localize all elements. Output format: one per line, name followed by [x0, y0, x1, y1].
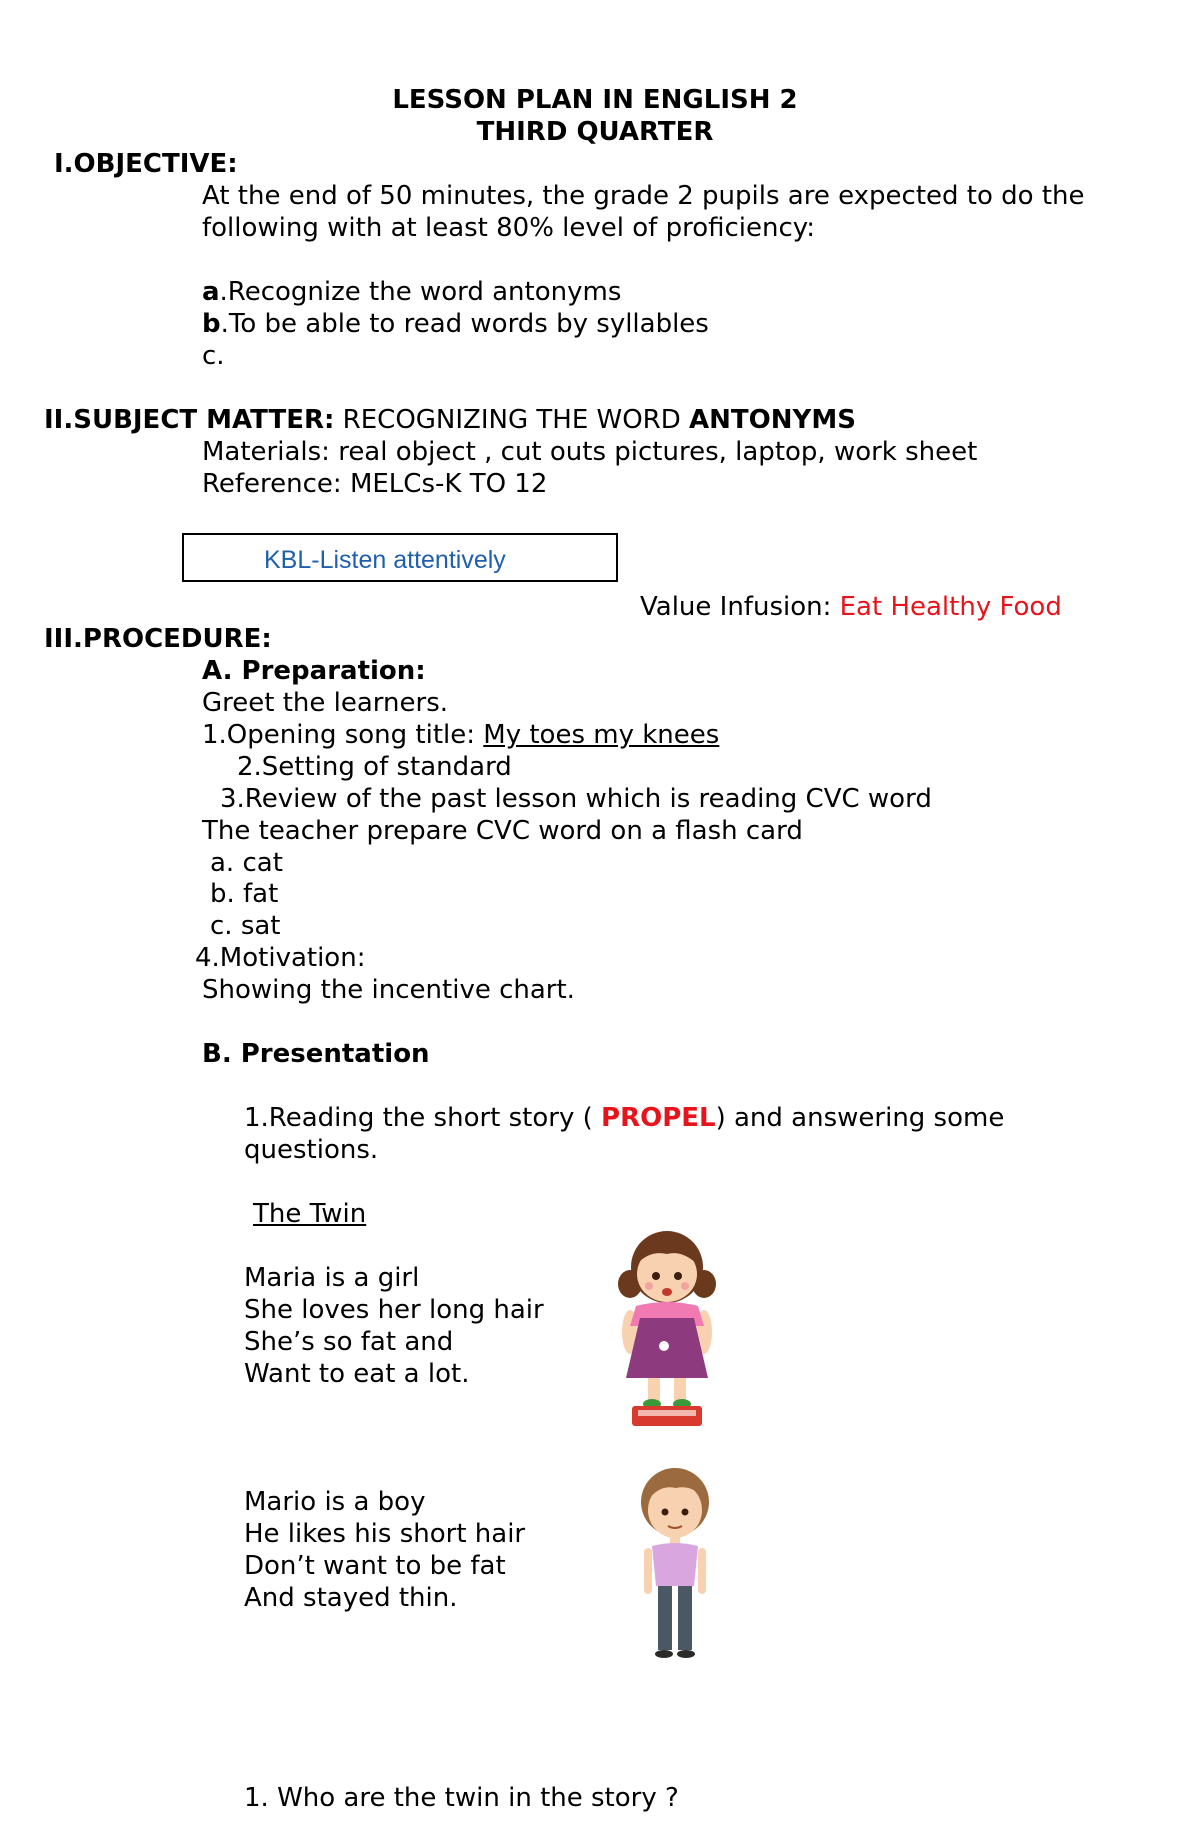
- subject-matter-line: [44, 407, 856, 433]
- cvc-word-b: b. fat: [210, 879, 279, 909]
- girl-illustration: [612, 1222, 722, 1428]
- review-line: 3.Review of the past lesson which is reading CVC word: [220, 784, 932, 814]
- reading-line: [244, 1105, 1004, 1131]
- objective-intro-line2: following with at least 80% level of proficiency:: [202, 213, 816, 243]
- verse2-line3: Don’t want to be fat: [244, 1551, 506, 1581]
- opening-song-label: 1.Opening song title:: [202, 720, 484, 750]
- objective-item-b-text: .To be able to read words by syllables: [220, 309, 709, 339]
- verse1-line3: She’s so fat and: [244, 1327, 454, 1357]
- reference-line: Reference: MELCs-K TO 12: [202, 469, 548, 499]
- kbl-text: KBL-Listen attentively: [264, 546, 506, 574]
- subject-matter-topic: RECOGNIZING THE WORD: [334, 405, 690, 435]
- subject-matter-topic-bold: ANTONYMS: [689, 405, 856, 435]
- subject-matter-heading: II.SUBJECT MATTER:: [44, 405, 335, 435]
- cvc-word-c: c. sat: [210, 911, 281, 941]
- reading-line2: questions.: [244, 1135, 379, 1165]
- verse2-line4: And stayed thin.: [244, 1583, 458, 1613]
- value-infusion: [640, 594, 1062, 620]
- reading-highlight: PROPEL: [601, 1103, 716, 1133]
- boy-illustration: [630, 1462, 720, 1660]
- verse1-line1: Maria is a girl: [244, 1263, 420, 1293]
- cvc-word-a: a. cat: [210, 848, 283, 878]
- verse1-line4: Want to eat a lot.: [244, 1359, 470, 1389]
- objective-item-b: [202, 311, 709, 337]
- greet-line: Greet the learners.: [202, 688, 449, 718]
- value-infusion-text: Eat Healthy Food: [839, 592, 1062, 622]
- verse2-line2: He likes his short hair: [244, 1519, 526, 1549]
- setting-standard: 2.Setting of standard: [237, 752, 512, 782]
- materials-line: Materials: real object , cut outs pictures, laptop, work sheet: [202, 437, 978, 467]
- verse2-line1: Mario is a boy: [244, 1487, 426, 1517]
- objective-heading: I.OBJECTIVE:: [54, 149, 238, 179]
- reading-suffix: ) and answering some: [715, 1103, 1005, 1133]
- opening-song-line: [202, 722, 719, 748]
- value-infusion-label: Value Infusion:: [640, 592, 840, 622]
- verse1-line2: She loves her long hair: [244, 1295, 544, 1325]
- presentation-heading: B. Presentation: [202, 1039, 430, 1069]
- objective-item-b-letter: b: [202, 309, 221, 339]
- incentive-line: Showing the incentive chart.: [202, 975, 575, 1005]
- objective-item-a-letter: a: [202, 277, 220, 307]
- opening-song-title: My toes my knees: [483, 720, 720, 750]
- question-1: 1. Who are the twin in the story ?: [244, 1783, 679, 1813]
- objective-item-a-text: .Recognize the word antonyms: [219, 277, 622, 307]
- story-title: The Twin: [253, 1199, 367, 1229]
- objective-item-c: c.: [202, 341, 225, 371]
- kbl-box: [182, 533, 618, 582]
- objective-item-a: [202, 279, 621, 305]
- reading-prefix: 1.Reading the short story (: [244, 1103, 602, 1133]
- procedure-heading: III.PROCEDURE:: [44, 624, 272, 654]
- teacher-prepare-line: The teacher prepare CVC word on a flash card: [202, 816, 803, 846]
- page-title: LESSON PLAN IN ENGLISH 2: [392, 85, 798, 115]
- motivation-line: 4.Motivation:: [195, 943, 366, 973]
- preparation-heading: A. Preparation:: [202, 656, 426, 686]
- page-subtitle: THIRD QUARTER: [476, 117, 714, 147]
- objective-intro-line1: At the end of 50 minutes, the grade 2 pupils are expected to do the: [202, 181, 1085, 211]
